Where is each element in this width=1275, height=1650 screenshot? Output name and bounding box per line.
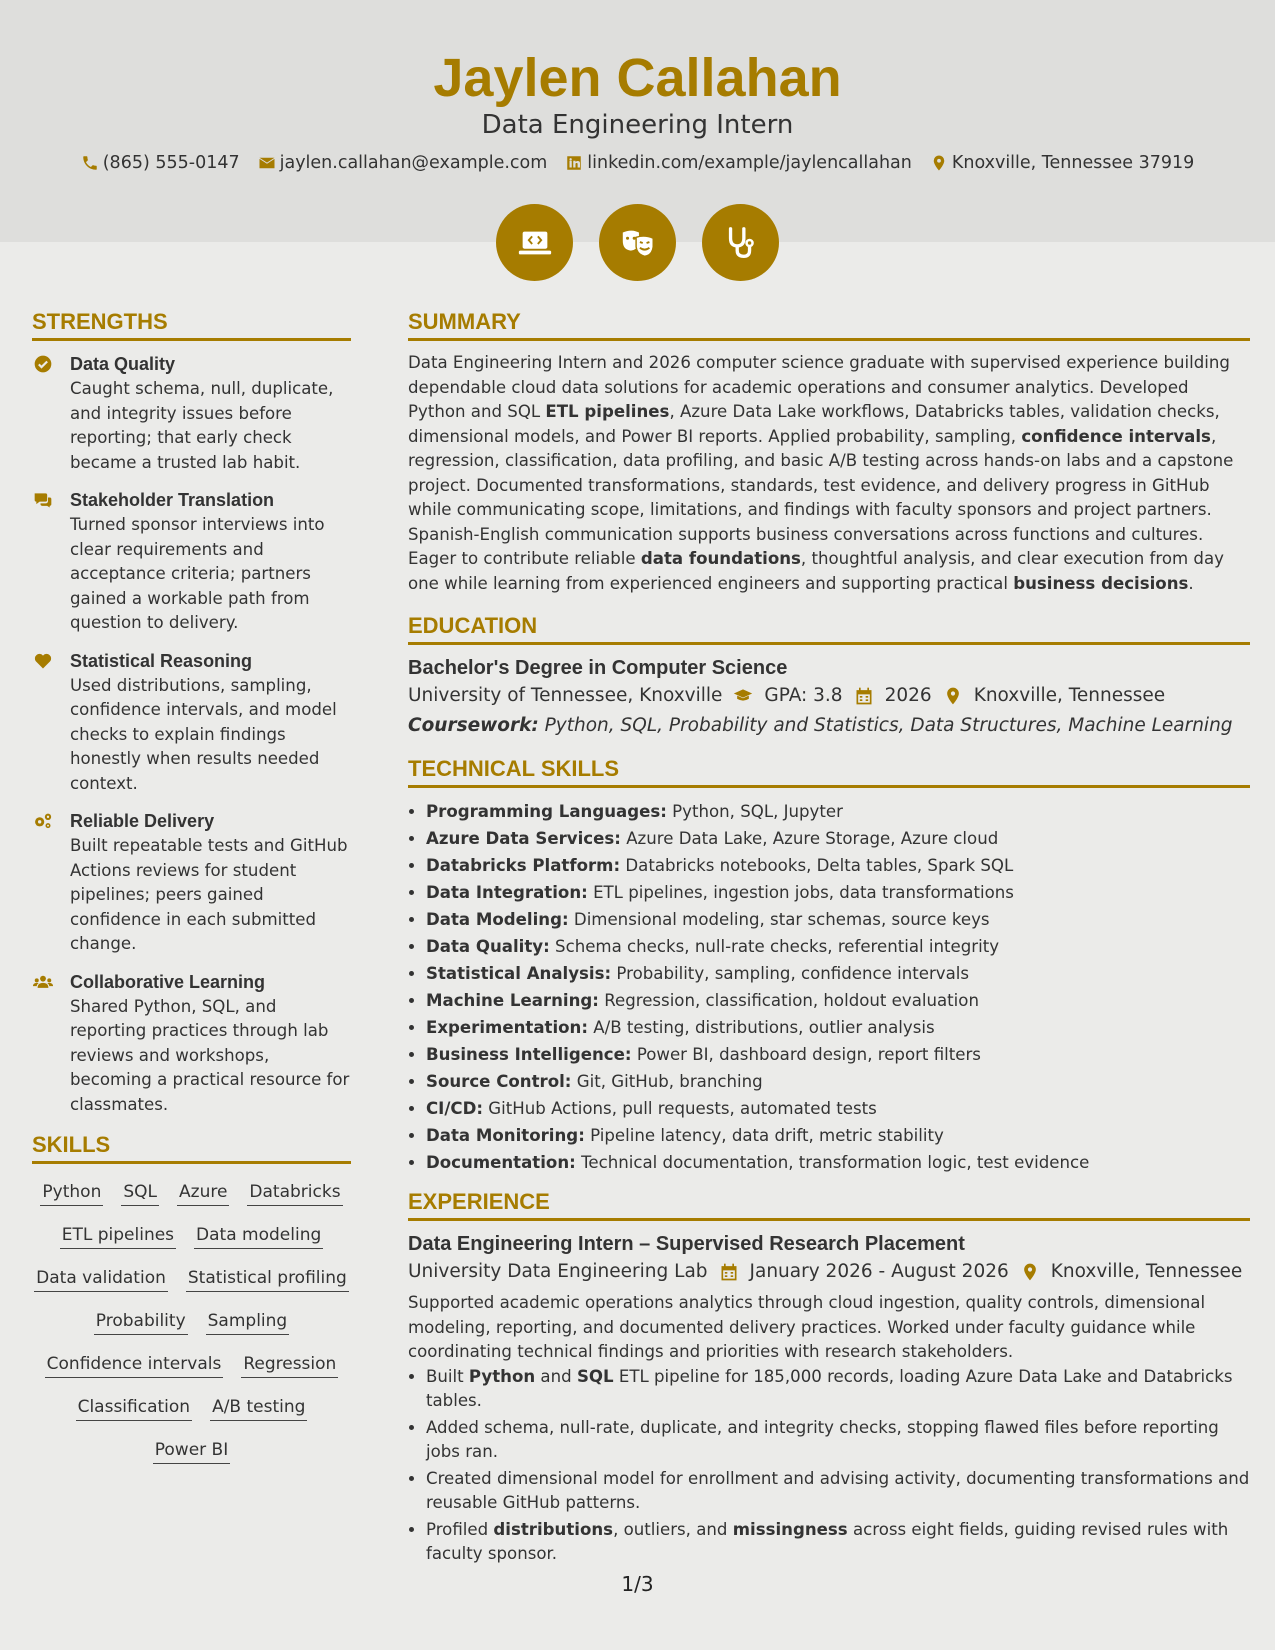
interest-icons: [0, 204, 1275, 281]
skill-tag: Data validation: [34, 1266, 168, 1292]
laptop-code-badge: [496, 204, 573, 281]
strength-title: Collaborative Learning: [70, 971, 266, 992]
list-item: • Azure Data Services: Azure Data Lake, Azure Storage, Azure cloud: [426, 825, 1250, 852]
right-column: [408, 308, 1250, 1569]
degree-title: Bachelor's Degree in Computer Science: [408, 657, 788, 679]
list-item: • Business Intelligence: Power BI, dashboard design, report filters: [426, 1041, 1250, 1068]
envelope-icon: [258, 154, 276, 172]
job-description: Supported academic operations analytics through cloud ingestion, quality controls, dimensional modeling, reporting, and documented delivery practices. Worked under faculty guidance while coordinating technical findings and priorities with research stakeholders.: [408, 1293, 1206, 1361]
skill-tag: Statistical profiling: [186, 1266, 349, 1292]
map-marker-icon: [930, 154, 948, 172]
contact-location: [930, 150, 1194, 176]
strength-item: [32, 808, 351, 957]
experience-bullets: [408, 1365, 1250, 1567]
phone-icon: [81, 154, 99, 172]
skill-tag: Confidence intervals: [45, 1352, 224, 1378]
list-item: • Machine Learning: Regression, classification, holdout evaluation: [426, 987, 1250, 1014]
cogs-icon: [32, 811, 54, 831]
strength-item: [32, 648, 351, 797]
skill-tag: Power BI: [153, 1438, 230, 1464]
job-location: Knoxville, Tennessee: [1050, 1261, 1243, 1282]
graduation-cap-icon: [732, 686, 754, 706]
list-item: • Data Monitoring: Pipeline latency, data drift, metric stability: [426, 1122, 1250, 1149]
theater-masks-badge: [599, 204, 676, 281]
technical-skills-heading: TECHNICAL SKILLS: [408, 755, 1250, 788]
list-item: • Created dimensional model for enrollment and advising activity, documenting transformations and reusable GitHub patterns.: [426, 1467, 1250, 1516]
stethoscope-icon: [722, 224, 760, 262]
job-dates: January 2026 - August 2026: [749, 1261, 1009, 1282]
laptop-code-icon: [516, 224, 554, 262]
list-item: • Programming Languages: Python, SQL, Jupyter: [426, 798, 1250, 825]
strength-text: Caught schema, null, duplicate, and integrity issues before reporting; that early check became a trusted lab habit.: [70, 379, 334, 472]
job-meta: [408, 1257, 1250, 1287]
skills-tags: [32, 1174, 351, 1464]
map-marker-icon: [1019, 1262, 1041, 1282]
list-item: • Data Quality: Schema checks, null-rate checks, referential integrity: [426, 933, 1250, 960]
skill-tag: Sampling: [206, 1309, 290, 1335]
calendar-icon: [853, 686, 875, 706]
strength-title: Data Quality: [70, 354, 176, 374]
skill-tag: Databricks: [247, 1180, 342, 1206]
strengths-heading: STRENGTHS: [32, 308, 351, 341]
skill-tag: Regression: [241, 1352, 338, 1378]
list-item: • Statistical Analysis: Probability, sampling, confidence intervals: [426, 960, 1250, 987]
employer-name: University Data Engineering Lab: [408, 1261, 708, 1282]
list-item: • Experimentation: A/B testing, distributions, outlier analysis: [426, 1014, 1250, 1041]
technical-skills-list: [408, 798, 1250, 1176]
calendar-icon: [718, 1262, 740, 1282]
strength-item: [32, 487, 351, 636]
school-name: University of Tennessee, Knoxville: [408, 685, 723, 706]
grad-year: 2026: [884, 685, 932, 706]
strength-text: Shared Python, SQL, and reporting practices through lab reviews and workshops, becoming a practical resource for classmates.: [70, 996, 350, 1114]
list-item: • Profiled distributions, outliers, and missingness across eight fields, guiding revised rules with faculty sponsor.: [426, 1518, 1250, 1567]
coursework-line: Coursework: Python, SQL, Probability and Statistics, Data Structures, Machine Learning: [408, 715, 1233, 736]
linkedin-text: linkedin.com/example/jaylencallahan: [587, 153, 912, 173]
skill-tag: Data modeling: [194, 1223, 323, 1249]
list-item: • Source Control: Git, GitHub, branching: [426, 1068, 1250, 1095]
contact-email[interactable]: [258, 150, 548, 176]
list-item: • Added schema, null-rate, duplicate, and integrity checks, stopping flawed files before reporting jobs ran.: [426, 1416, 1250, 1465]
page-number: 1/3: [621, 1572, 654, 1596]
strength-text: Used distributions, sampling, confidence intervals, and model checks to explain findings honestly when results needed context.: [70, 675, 337, 793]
phone-text: (865) 555-0147: [102, 153, 240, 173]
list-item: • Databricks Platform: Databricks notebooks, Delta tables, Spark SQL: [426, 852, 1250, 879]
summary-text: Data Engineering Intern and 2026 computer science graduate with supervised experience building dependable cloud data solutions for academic operations and consumer analytics. Developed Python and SQL ETL pipelines, Azure Data Lake workflows, Databricks tables, validation checks, dimensional models, and Power BI reports. Applied probability, sampling, confidence intervals, regression, classification, data profiling, and basic A/B testing across hands-on labs and a capstone project. Documented transformations, standards, test evidence, and delivery progress in GitHub while communicating scope, limitations, and findings with faculty sponsors and project partners. Spanish-English communication supports business conversations across functions and cultures. Eager to contribute reliable data foundations, thoughtful analysis, and clear execution from day one while learning from experienced engineers and supporting practical business decisions.: [408, 353, 1234, 593]
experience-heading: EXPERIENCE: [408, 1188, 1250, 1221]
heart-icon: [32, 651, 54, 671]
skill-tag: A/B testing: [210, 1395, 307, 1421]
strength-text: Built repeatable tests and GitHub Actions reviews for student pipelines; peers gained confidence in each submitted change.: [70, 836, 348, 953]
list-item: • Data Modeling: Dimensional modeling, star schemas, source keys: [426, 906, 1250, 933]
education-meta: [408, 681, 1250, 711]
candidate-role: Data Engineering Intern: [481, 110, 794, 140]
contact-phone[interactable]: [81, 150, 240, 176]
users-icon: [32, 972, 54, 992]
job-title: Data Engineering Intern – Supervised Research Placement: [408, 1233, 965, 1255]
contact-bar: [0, 150, 1275, 176]
linkedin-icon: [565, 154, 583, 172]
education-heading: EDUCATION: [408, 612, 1250, 645]
skill-tag: Python: [40, 1180, 103, 1206]
stethoscope-badge: [702, 204, 779, 281]
map-marker-icon: [942, 686, 964, 706]
strength-text: Turned sponsor interviews into clear requirements and acceptance criteria; partners gained a workable path from question to delivery.: [70, 515, 325, 632]
location-text: Knoxville, Tennessee 37919: [951, 153, 1195, 173]
gpa-text: GPA: 3.8: [764, 685, 843, 706]
list-item: • Data Integration: ETL pipelines, ingestion jobs, data transformations: [426, 879, 1250, 906]
strength-title: Stakeholder Translation: [70, 490, 275, 510]
skill-tag: SQL: [121, 1180, 159, 1206]
list-item: • CI/CD: GitHub Actions, pull requests, automated tests: [426, 1095, 1250, 1122]
strength-item: [32, 351, 351, 475]
skill-tag: Probability: [94, 1309, 188, 1335]
strength-title: Reliable Delivery: [70, 811, 215, 831]
candidate-name: Jaylen Callahan: [433, 48, 842, 108]
skills-heading: SKILLS: [32, 1131, 351, 1164]
left-column: [32, 308, 351, 1464]
comments-icon: [32, 490, 54, 510]
contact-linkedin[interactable]: [565, 150, 912, 176]
list-item: • Documentation: Technical documentation, transformation logic, test evidence: [426, 1149, 1250, 1176]
skill-tag: Classification: [76, 1395, 192, 1421]
email-text: jaylen.callahan@example.com: [279, 153, 548, 173]
skill-tag: Azure: [177, 1180, 229, 1206]
summary-heading: SUMMARY: [408, 308, 1250, 341]
school-location: Knoxville, Tennessee: [973, 685, 1166, 706]
check-circle-icon: [32, 354, 54, 374]
list-item: • Built Python and SQL ETL pipeline for 185,000 records, loading Azure Data Lake and Databricks tables.: [426, 1365, 1250, 1414]
theater-masks-icon: [619, 224, 657, 262]
strength-title: Statistical Reasoning: [70, 650, 253, 671]
skill-tag: ETL pipelines: [60, 1223, 176, 1249]
strength-item: [32, 969, 351, 1118]
